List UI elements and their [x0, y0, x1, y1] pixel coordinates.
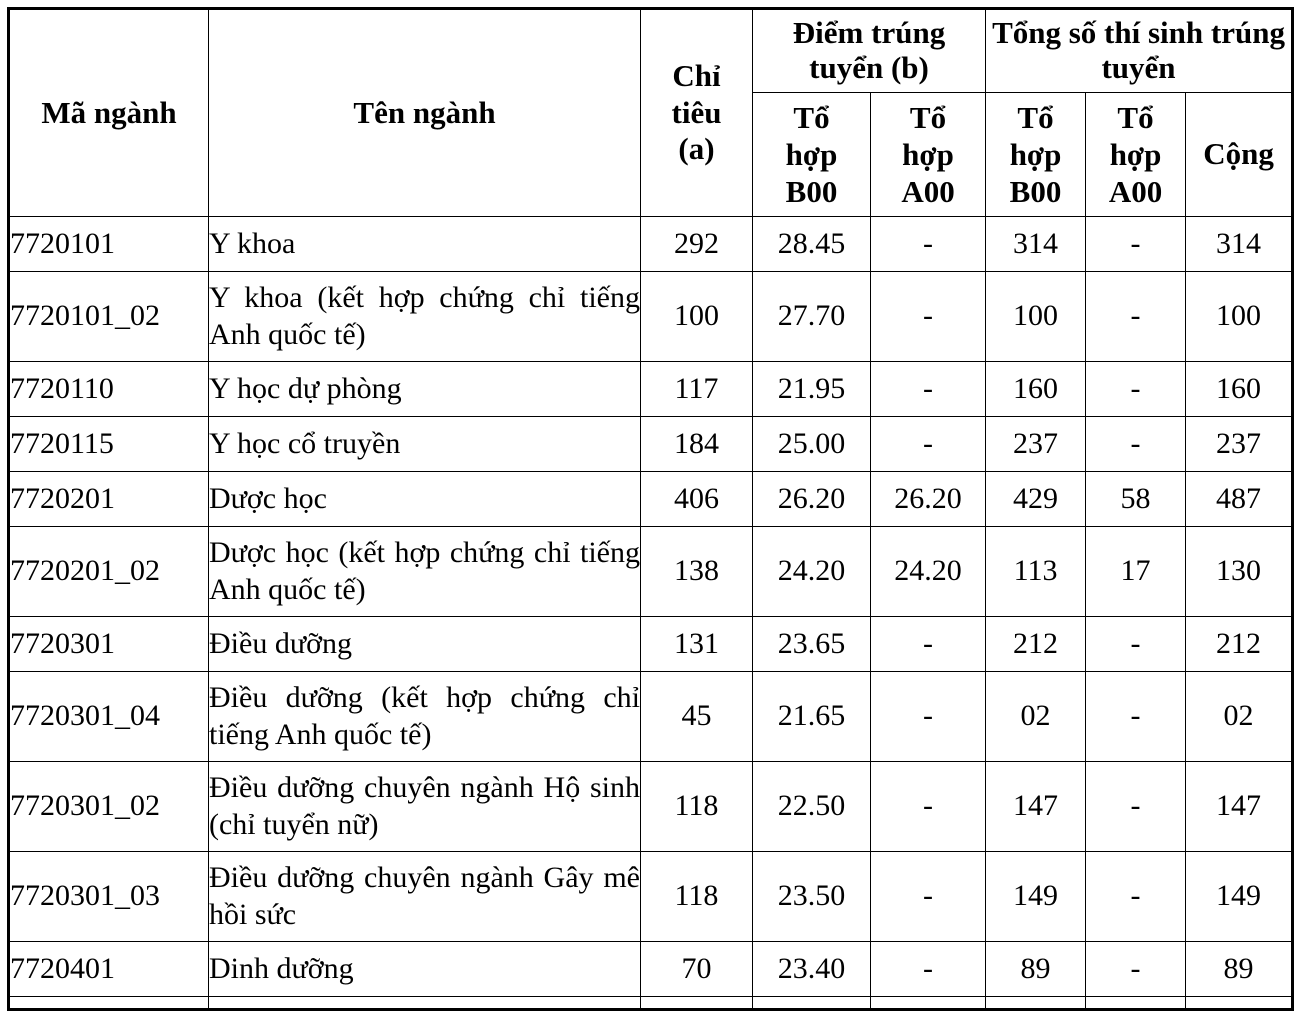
cell-tong-b00: 147 [986, 762, 1086, 852]
cell-tong-a00: - [1086, 272, 1186, 362]
cell-chi-tieu: 100 [641, 272, 753, 362]
table-header [9, 9, 1293, 217]
cell-tong-b00: 160 [986, 362, 1086, 417]
cell-cong: 314 [1186, 217, 1293, 272]
tong-a00-code: A00 [1108, 174, 1163, 210]
diem-b00-to: Tổ [793, 99, 830, 135]
column-header-tong-to-hop-b00 [986, 93, 1086, 217]
cell-ten-nganh: Y khoa (kết hợp chứng chỉ tiếng Anh quốc tế) [209, 272, 641, 362]
cell-cong: 487 [1186, 472, 1293, 527]
cell-ten-nganh: Y học cổ truyền [209, 417, 641, 472]
cell-tong-b00: 237 [986, 417, 1086, 472]
column-header-chi-tieu [641, 9, 753, 217]
cell-diem-b00: 28.45 [753, 217, 871, 272]
cell-diem-b00: 23.40 [753, 942, 871, 997]
cell-diem-a00: - [871, 762, 986, 852]
cell-tong-a00: - [1086, 617, 1186, 672]
cell-cong: 02 [1186, 672, 1293, 762]
cell-ten-nganh: Dinh dưỡng [209, 942, 641, 997]
cell-chi-tieu: 45 [641, 672, 753, 762]
cell-cong: 89 [1186, 942, 1293, 997]
chi-tieu-line-1: Chỉ [672, 58, 721, 94]
cell-ten-nganh: Điều dưỡng [209, 617, 641, 672]
cell-ma-nganh: 7720301_02 [9, 762, 209, 852]
table-row [9, 852, 1293, 942]
table-body [9, 217, 1293, 1010]
cell-tong-a00: - [1086, 672, 1186, 762]
table-row [9, 762, 1293, 852]
table-row [9, 362, 1293, 417]
column-header-diem-trung-tuyen [753, 9, 986, 93]
cell-ma-nganh: 7720301_03 [9, 852, 209, 942]
cell-chi-tieu: 70 [641, 942, 753, 997]
cell-cong: 100 [1186, 272, 1293, 362]
cell-diem-a00: - [871, 942, 986, 997]
cell-partial [753, 997, 871, 1010]
cell-ma-nganh: 7720401 [9, 942, 209, 997]
chi-tieu-line-3: (a) [678, 131, 715, 167]
cell-ten-nganh: Điều dưỡng chuyên ngành Hộ sinh (chỉ tuyển nữ) [209, 762, 641, 852]
cell-chi-tieu: 292 [641, 217, 753, 272]
cell-chi-tieu: 118 [641, 762, 753, 852]
column-header-ma-nganh: Mã ngành [9, 9, 209, 217]
cell-tong-a00: 17 [1086, 527, 1186, 617]
tong-a00-to: Tổ [1117, 99, 1154, 135]
cell-diem-b00: 26.20 [753, 472, 871, 527]
diem-trung-tuyen-line-1: Điểm trúng [792, 15, 946, 51]
cell-tong-a00: - [1086, 852, 1186, 942]
cell-ten-nganh: Dược học [209, 472, 641, 527]
table-row [9, 672, 1293, 762]
diem-a00-hop: hợp [902, 137, 954, 173]
cell-tong-b00: 149 [986, 852, 1086, 942]
cell-ten-nganh: Điều dưỡng (kết hợp chứng chỉ tiếng Anh quốc tế) [209, 672, 641, 762]
cell-diem-a00: - [871, 672, 986, 762]
diem-trung-tuyen-line-2: tuyển (b) [809, 50, 929, 86]
cell-tong-b00: 429 [986, 472, 1086, 527]
header-row-group [9, 9, 1293, 93]
cell-tong-a00: - [1086, 217, 1186, 272]
cell-tong-a00: 58 [1086, 472, 1186, 527]
diem-b00-code: B00 [785, 174, 838, 210]
cell-ma-nganh: 7720115 [9, 417, 209, 472]
tong-so-line-1: Tổng số thí sinh [992, 15, 1204, 51]
table-row [9, 272, 1293, 362]
cell-ma-nganh: 7720201 [9, 472, 209, 527]
cell-tong-b00: 113 [986, 527, 1086, 617]
cell-tong-a00: - [1086, 362, 1186, 417]
cell-tong-a00: - [1086, 942, 1186, 997]
cell-diem-a00: - [871, 272, 986, 362]
cell-diem-a00: - [871, 217, 986, 272]
table-row [9, 527, 1293, 617]
cell-chi-tieu: 131 [641, 617, 753, 672]
cell-ten-nganh: Dược học (kết hợp chứng chỉ tiếng Anh quốc tế) [209, 527, 641, 617]
cell-partial [209, 997, 641, 1010]
column-header-tong-to-hop-a00 [1086, 93, 1186, 217]
column-header-diem-to-hop-b00 [753, 93, 871, 217]
tong-b00-hop: hợp [1009, 137, 1062, 173]
cell-partial [641, 997, 753, 1010]
cell-chi-tieu: 184 [641, 417, 753, 472]
cell-tong-b00: 314 [986, 217, 1086, 272]
chi-tieu-line-2: tiêu [671, 94, 722, 130]
cell-diem-b00: 21.65 [753, 672, 871, 762]
tong-b00-code: B00 [1009, 174, 1062, 210]
column-header-tong-so-thi-sinh [986, 9, 1293, 93]
cell-partial [1086, 997, 1186, 1010]
cell-tong-b00: 89 [986, 942, 1086, 997]
column-header-diem-to-hop-a00 [871, 93, 986, 217]
cell-diem-a00: - [871, 362, 986, 417]
column-header-ten-nganh: Tên ngành [209, 9, 641, 217]
cell-diem-b00: 27.70 [753, 272, 871, 362]
cell-diem-a00: - [871, 617, 986, 672]
table-row [9, 942, 1293, 997]
diem-a00-to: Tổ [909, 99, 947, 135]
cell-diem-a00: - [871, 417, 986, 472]
cell-partial [1186, 997, 1293, 1010]
column-header-cong: Cộng [1186, 93, 1293, 217]
tong-so-line-2: trúng tuyển [1101, 15, 1285, 86]
cell-ma-nganh: 7720110 [9, 362, 209, 417]
cell-diem-b00: 24.20 [753, 527, 871, 617]
cell-chi-tieu: 117 [641, 362, 753, 417]
cell-tong-a00: - [1086, 417, 1186, 472]
cell-diem-b00: 25.00 [753, 417, 871, 472]
cell-tong-b00: 02 [986, 672, 1086, 762]
table-row [9, 217, 1293, 272]
cell-ten-nganh: Điều dưỡng chuyên ngành Gây mê hồi sức [209, 852, 641, 942]
cell-cong: 147 [1186, 762, 1293, 852]
table-row [9, 472, 1293, 527]
cell-diem-b00: 21.95 [753, 362, 871, 417]
cell-diem-b00: 22.50 [753, 762, 871, 852]
cell-diem-b00: 23.50 [753, 852, 871, 942]
cell-chi-tieu: 138 [641, 527, 753, 617]
cell-tong-b00: 100 [986, 272, 1086, 362]
cell-cong: 212 [1186, 617, 1293, 672]
cell-ma-nganh: 7720301 [9, 617, 209, 672]
table-row [9, 617, 1293, 672]
cell-ma-nganh: 7720101 [9, 217, 209, 272]
cell-diem-b00: 23.65 [753, 617, 871, 672]
table-row-partial [9, 997, 1293, 1010]
cell-cong: 160 [1186, 362, 1293, 417]
admissions-results-table [7, 7, 1294, 1011]
cell-diem-a00: 26.20 [871, 472, 986, 527]
cell-ten-nganh: Y khoa [209, 217, 641, 272]
tong-b00-to: Tổ [1017, 99, 1054, 135]
cell-diem-a00: 24.20 [871, 527, 986, 617]
diem-a00-code: A00 [901, 174, 955, 210]
cell-partial [871, 997, 986, 1010]
cell-chi-tieu: 406 [641, 472, 753, 527]
tong-a00-hop: hợp [1109, 137, 1162, 173]
cell-diem-a00: - [871, 852, 986, 942]
cell-partial [9, 997, 209, 1010]
cell-partial [986, 997, 1086, 1010]
cell-cong: 149 [1186, 852, 1293, 942]
diem-b00-hop: hợp [785, 137, 838, 173]
cell-cong: 237 [1186, 417, 1293, 472]
cell-tong-b00: 212 [986, 617, 1086, 672]
cell-cong: 130 [1186, 527, 1293, 617]
cell-chi-tieu: 118 [641, 852, 753, 942]
table-row [9, 417, 1293, 472]
cell-ma-nganh: 7720101_02 [9, 272, 209, 362]
cell-ma-nganh: 7720201_02 [9, 527, 209, 617]
cell-ten-nganh: Y học dự phòng [209, 362, 641, 417]
cell-ma-nganh: 7720301_04 [9, 672, 209, 762]
cell-tong-a00: - [1086, 762, 1186, 852]
